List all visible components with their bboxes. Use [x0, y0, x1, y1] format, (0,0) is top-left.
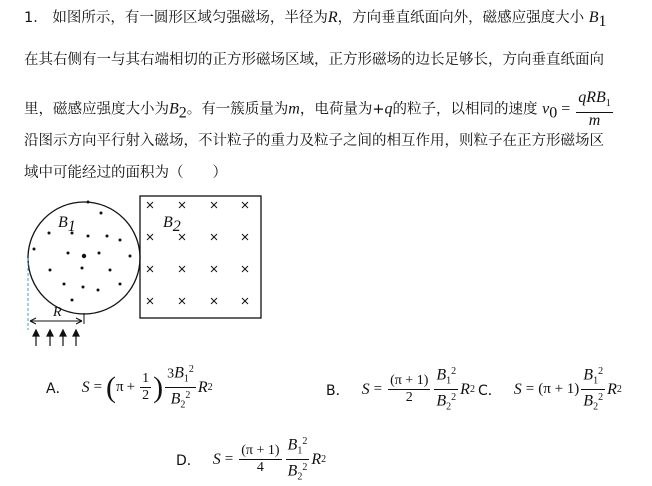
equals: = — [373, 381, 383, 398]
text-segment: 如图所示，有一圆形区域匀强磁场，半径为 — [52, 10, 328, 26]
question-number: 1． — [24, 10, 48, 26]
var-S: S — [81, 378, 90, 396]
numerator: (π + 1) — [390, 373, 429, 389]
var-q: q — [384, 100, 393, 118]
var-S: S — [212, 450, 221, 468]
label-B2: $B_2$ — [163, 214, 181, 236]
text-segment: ，电荷量为+ — [299, 101, 385, 118]
particle-arrows — [33, 330, 79, 346]
denominator: m — [588, 111, 601, 129]
label-R: R — [53, 305, 62, 320]
b-ratio-fraction: $\frac{B_1^2}{B_2^2}$ — [583, 366, 604, 413]
superscript: 2 — [321, 454, 327, 466]
numerator: qRB — [578, 89, 606, 106]
pi-plus-one: (π + 1) — [538, 381, 580, 398]
option-label: B． — [326, 382, 350, 399]
var-R: R — [311, 450, 322, 468]
denominator: 4 — [256, 460, 264, 476]
superscript: 2 — [207, 382, 213, 394]
paren-close: ) — [153, 370, 164, 404]
var-R: R — [607, 380, 617, 398]
equals: = — [557, 100, 575, 118]
plus: + — [126, 379, 136, 396]
subscript: 2 — [178, 104, 187, 122]
label-B1: $B_1$ — [58, 214, 76, 236]
question-line-5: 域中可能经过的面积为（ ） — [24, 165, 227, 181]
denominator: 2 — [405, 390, 413, 406]
option-label: A． — [46, 380, 70, 397]
equals: = — [525, 381, 535, 398]
option-a[interactable] — [46, 362, 213, 414]
subscript: 0 — [549, 104, 558, 122]
numerator: 1 — [142, 371, 150, 387]
denominator: 2 — [142, 388, 150, 404]
var-v0: v — [542, 100, 550, 118]
b-ratio-fraction: $\frac{3B_1^2}{B_2^2}$ — [167, 364, 194, 411]
option-d[interactable] — [176, 434, 326, 486]
option-label: C． — [478, 382, 502, 399]
subscript: 1 — [605, 97, 611, 109]
pi-fraction — [388, 373, 430, 406]
option-label: D． — [176, 452, 201, 469]
var-R: R — [197, 378, 208, 396]
text-segment: 。有一簇质量为 — [186, 101, 289, 118]
text-segment: ，方向垂直纸面向外，磁感应强度大小 — [337, 10, 585, 26]
superscript: 2 — [616, 384, 622, 396]
equals: = — [93, 379, 103, 396]
option-c[interactable] — [478, 364, 622, 416]
option-b[interactable] — [326, 364, 475, 416]
half-fraction — [140, 371, 151, 404]
var-R: R — [327, 9, 338, 26]
question-line-2: 在其右侧有一与其右端相切的正方形磁场区域，正方形磁场的边长足够长，方向垂直纸面向 — [24, 52, 604, 68]
numerator: (π + 1) — [241, 443, 280, 459]
b-ratio-fraction: $\frac{B_1^2}{B_2^2}$ — [287, 436, 308, 483]
question-line-4: 沿图示方向平行射入磁场，不计粒子的重力及粒子之间的相互作用，则粒子在正方形磁场区 — [24, 133, 604, 149]
pi: π — [116, 379, 124, 396]
text-segment: 里，磁感应强度大小为 — [24, 101, 169, 118]
pi-fraction — [239, 443, 281, 476]
var-S: S — [513, 380, 522, 398]
var-B2: B — [169, 100, 179, 118]
paren-open: ( — [106, 370, 117, 404]
superscript: 2 — [469, 384, 475, 396]
var-B1: B — [588, 9, 599, 26]
b-ratio-fraction: $\frac{B_1^2}{B_2^2}$ — [436, 366, 457, 413]
var-m: m — [288, 100, 300, 118]
equals: = — [224, 451, 234, 468]
subscript: 1 — [598, 12, 607, 30]
var-R: R — [460, 380, 470, 398]
text-segment: 的粒子，以相同的速度 — [392, 101, 538, 118]
var-S: S — [361, 380, 370, 398]
square-field-region — [140, 196, 261, 318]
